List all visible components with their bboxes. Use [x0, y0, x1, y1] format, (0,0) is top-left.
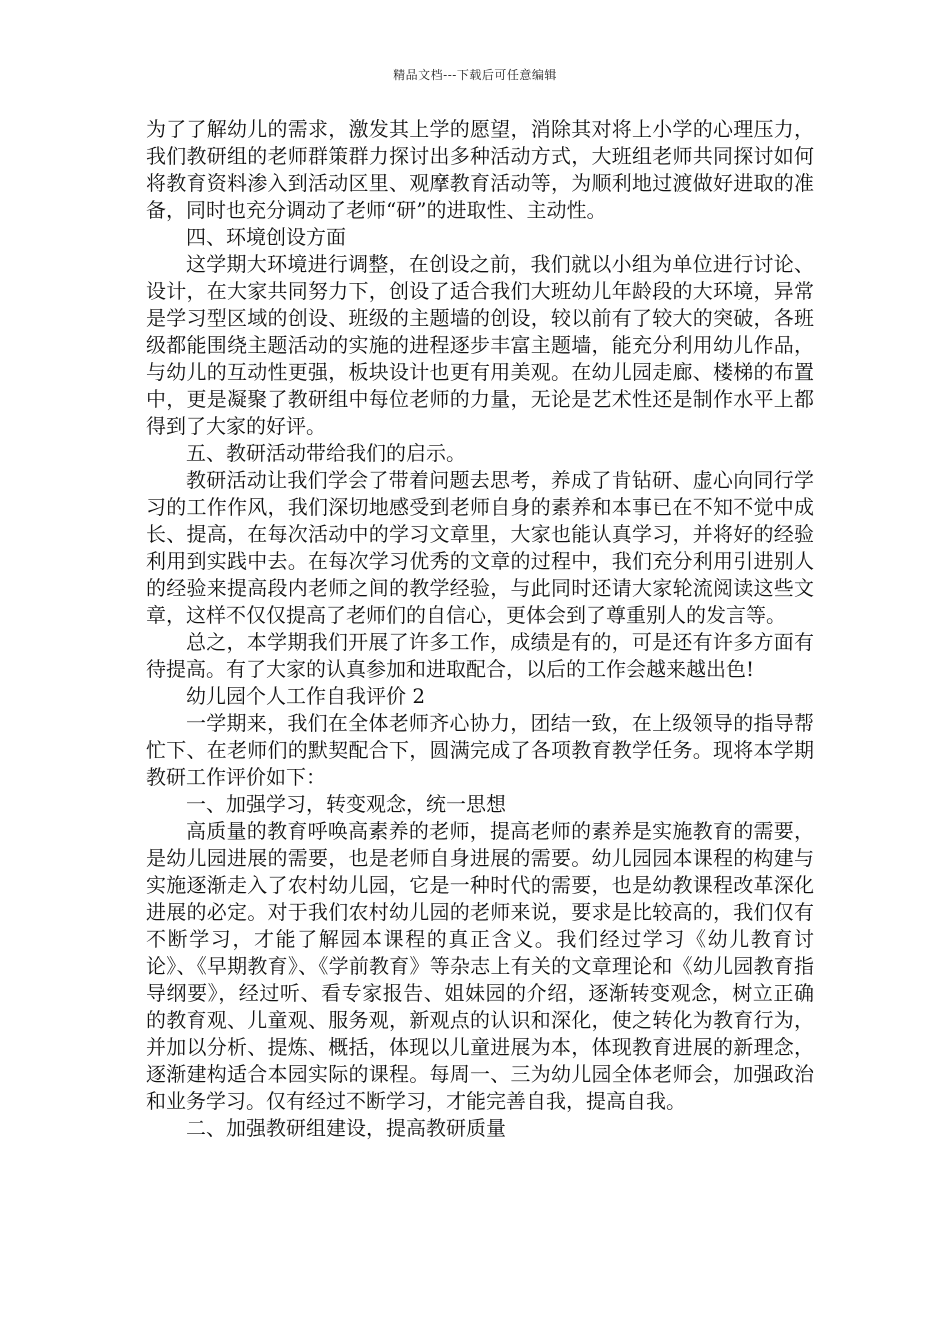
document-title: 幼儿园个人工作自我评价 2: [186, 684, 426, 708]
section-heading: 五、教研活动带给我们的启示。: [186, 441, 466, 465]
section-heading: 二、加强教研组建设，提高教研质量: [186, 1116, 506, 1140]
page-header: 精品文档---下载后可任意编辑: [393, 68, 557, 82]
paragraph: 为了了解幼儿的需求，激发其上学的愿望，消除其对将上小学的心理压力，我们教研组的老师群策群力探讨出多种活动方式，大班组老师共同探讨如何将教育资料渗入到活动区里、观摩教育活动等，为顺利地过渡做好进取的准备，同时也充分调动了老师“研”的进取性、主动性。: [146, 117, 814, 222]
paragraph: 高质量的教育呼唤高素养的老师，提高老师的素养是实施教育的需要，是幼儿园进展的需要，也是老师自身进展的需要。幼儿园园本课程的构建与实施逐渐走入了农村幼儿园，它是一种时代的需要，也是幼教课程改革深化进展的必定。对于我们农村幼儿园的老师来说，要求是比较高的，我们仅有不断学习，才能了解园本课程的真正含义。我们经过学习《幼儿教育讨论》、《早期教育》、《学前教育》等杂志上有关的文章理论和《幼儿园教育指导纲要》，经过听、看专家报告、姐妹园的介绍，逐渐转变观念，树立正确的教育观、儿童观、服务观，新观点的认识和深化，使之转化为教育行为，并加以分析、提炼、概括，体现以儿童进展为本，体现教育进展的新理念，逐渐建构适合本园实际的课程。每周一、三为幼儿园全体老师会，加强政治和业务学习。仅有经过不断学习，才能完善自我，提高自我。: [146, 819, 814, 1113]
document-body: [146, 116, 814, 1142]
paragraph: 教研活动让我们学会了带着问题去思考，养成了肯钻研、虚心向同行学习的工作作风，我们深切地感受到老师自身的素养和本事已在不知不觉中成长、提高，在每次活动中的学习文章里，大家也能认真学习，并将好的经验利用到实践中去。在每次学习优秀的文章的过程中，我们充分利用引进别人的经验来提高段内老师之间的教学经验，与此同时还请大家轮流阅读这些文章，这样不仅仅提高了老师们的自信心，更体会到了尊重别人的发言等。: [146, 468, 814, 627]
section-heading: 一、加强学习，转变观念，统一思想: [186, 792, 506, 816]
paragraph: 这学期大环境进行调整，在创设之前，我们就以小组为单位进行讨论、设计，在大家共同努力下，创设了适合我们大班幼儿年龄段的大环境，异常是学习型区域的创设、班级的主题墙的创设，较以前有了较大的突破，各班级都能围绕主题活动的实施的进程逐步丰富主题墙，能充分利用幼儿作品，与幼儿的互动性更强，板块设计也更有用美观。在幼儿园走廊、楼梯的布置中，更是凝聚了教研组中每位老师的力量，无论是艺术性还是制作水平上都得到了大家的好评。: [146, 252, 814, 438]
paragraph: 一学期来，我们在全体老师齐心协力，团结一致，在上级领导的指导帮忙下、在老师们的默契配合下，圆满完成了各项教育教学任务。现将本学期教研工作评价如下：: [146, 711, 814, 789]
paragraph: 总之，本学期我们开展了许多工作，成绩是有的，可是还有许多方面有待提高。有了大家的认真参加和进取配合，以后的工作会越来越出色!: [146, 630, 814, 681]
section-heading: 四、环境创设方面: [186, 225, 346, 249]
